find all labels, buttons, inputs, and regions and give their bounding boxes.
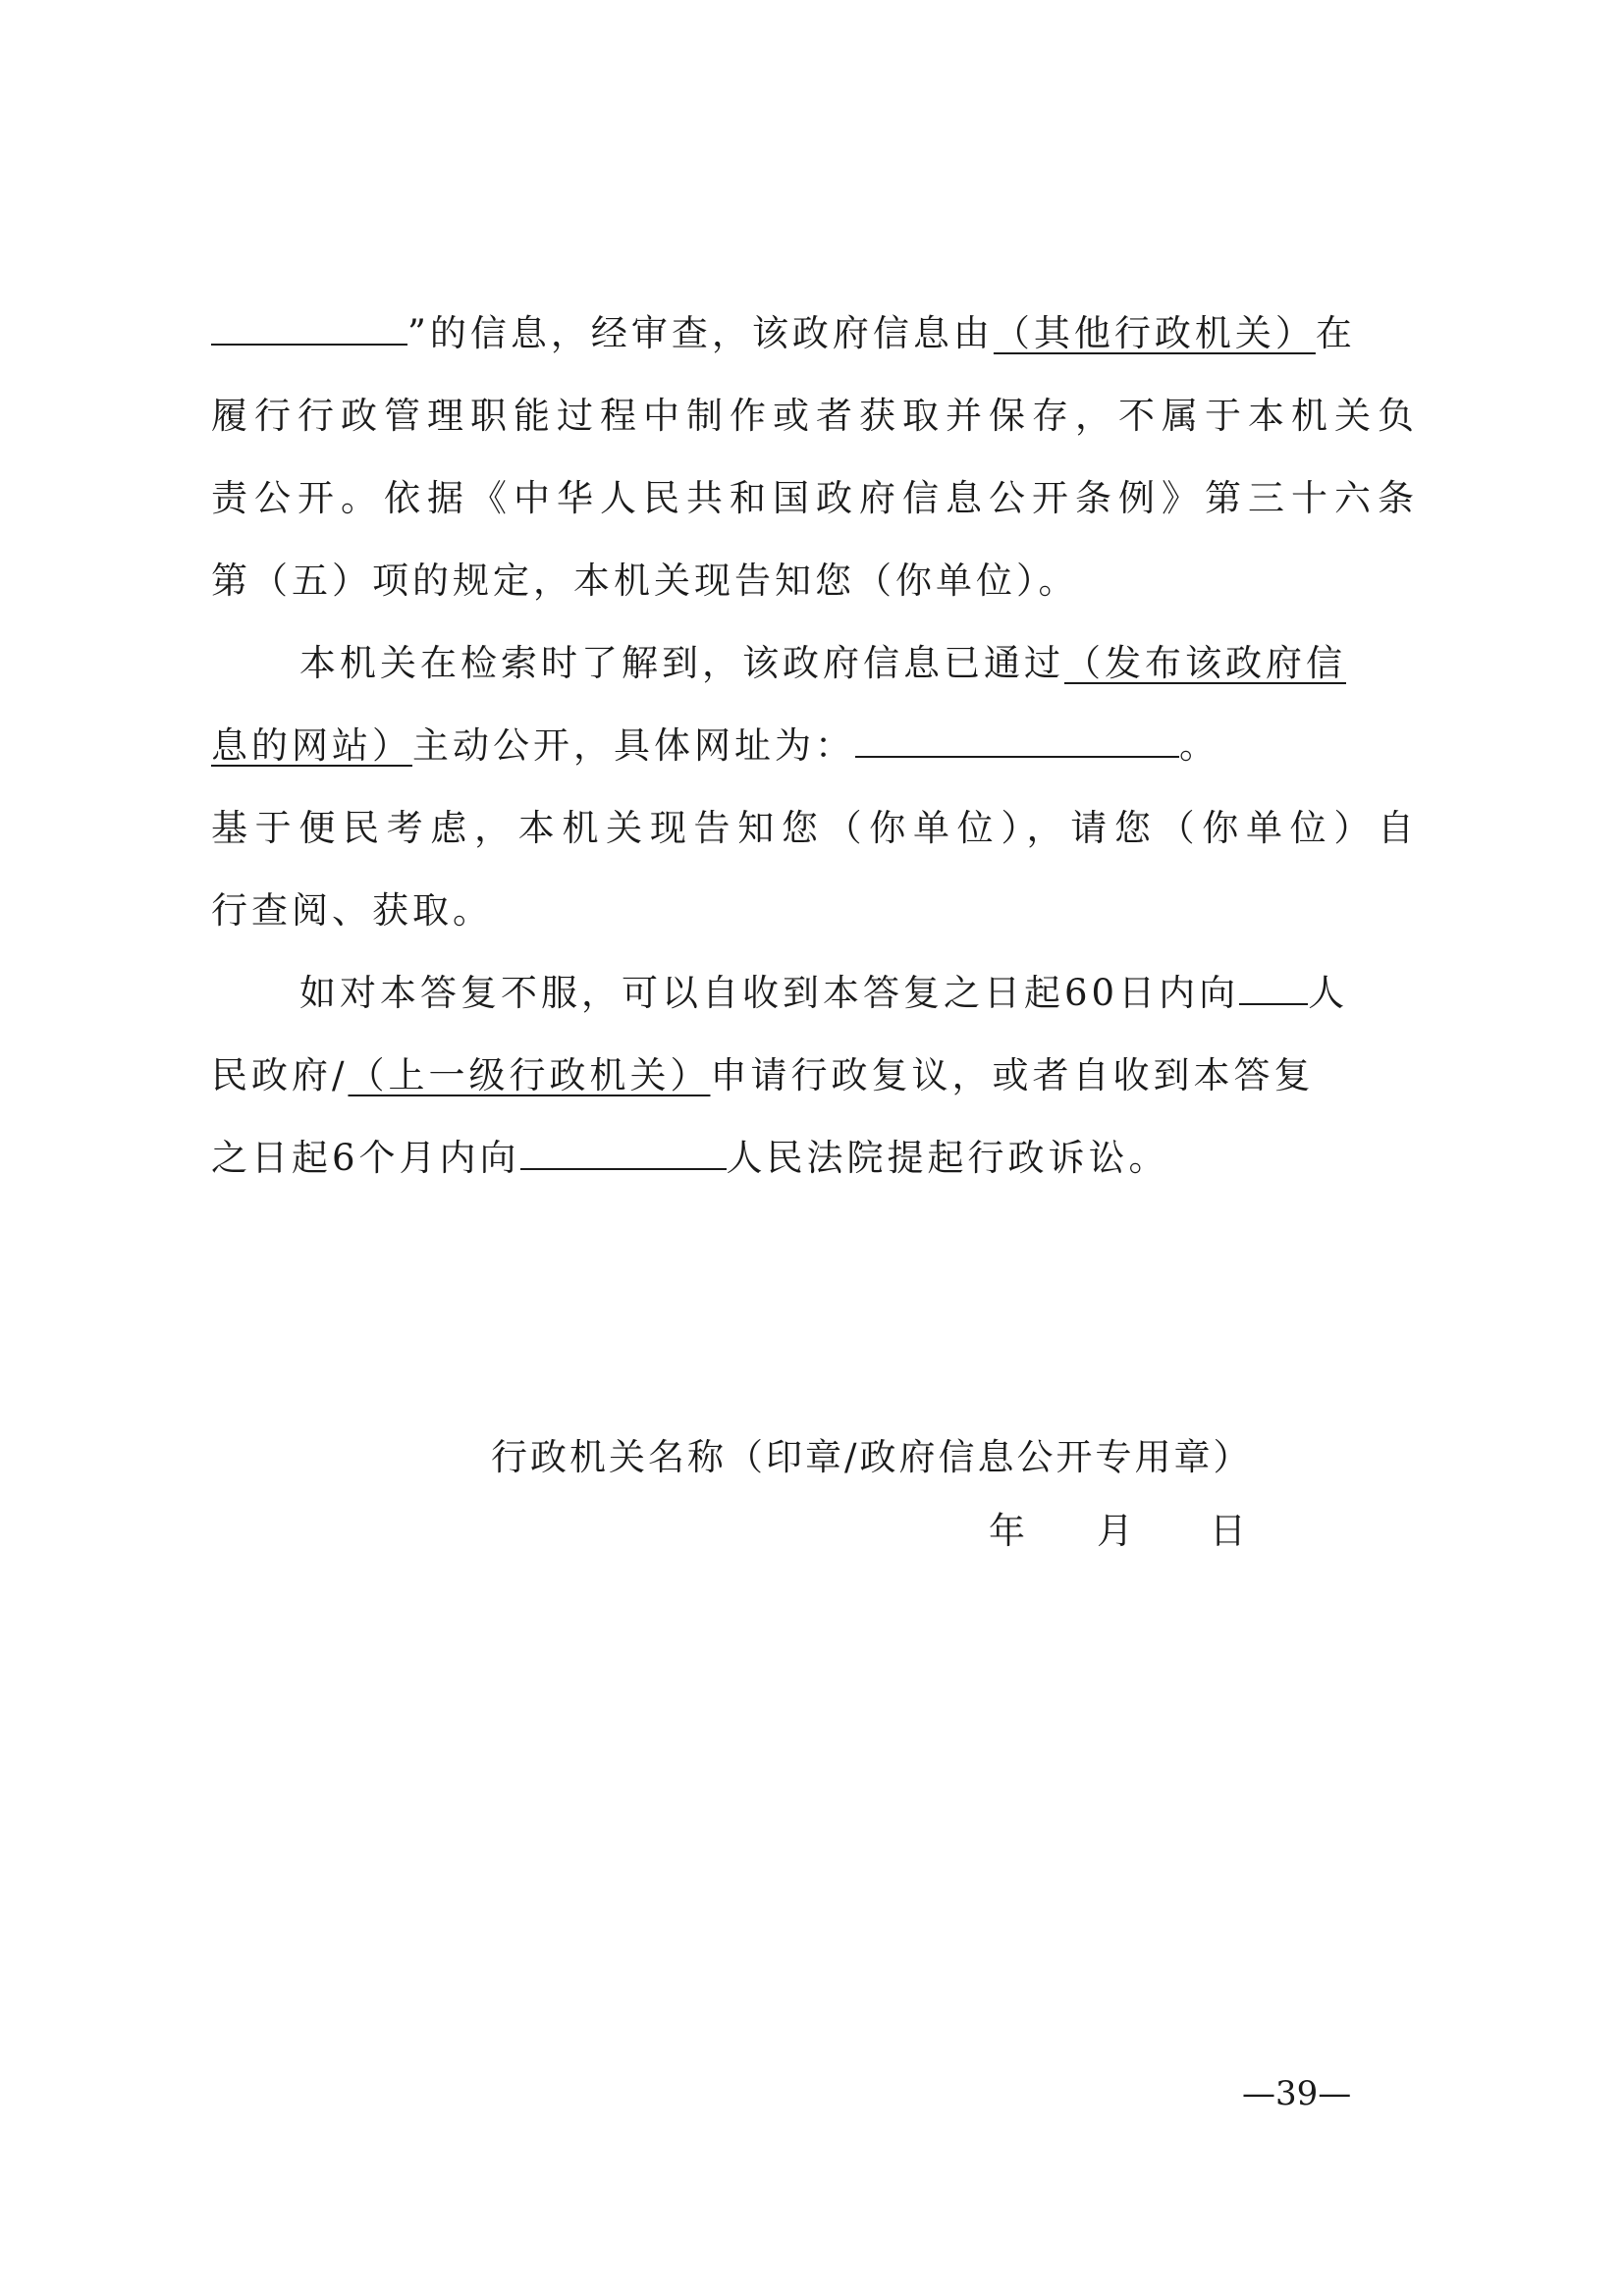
issuing-authority: 行政机关名称（印章/政府信息公开专用章） xyxy=(491,1436,1253,1478)
paragraph-3-line-3 xyxy=(211,1119,1414,1198)
text-segment: 在 xyxy=(1315,312,1356,354)
text-segment: 如对本答复不服，可以自收到本答复之日起60日内向 xyxy=(299,972,1240,1014)
page-number: —39— xyxy=(1242,2074,1352,2113)
text-segment: 申请行政复议，或者自收到本答复 xyxy=(710,1054,1315,1096)
paragraph-1-line-3: 责公开。依据《中华人民共和国政府信息公开条例》第三十六条 xyxy=(211,477,1414,519)
underlined-placeholder: （其他行政机关） xyxy=(993,312,1316,354)
date-day: 日 xyxy=(1210,1510,1246,1552)
paragraph-2-line-2 xyxy=(211,707,1414,785)
paragraph-1-line-2: 履行行政管理职能过程中制作或者获取并保存，不属于本机关负 xyxy=(211,395,1414,437)
court-blank xyxy=(520,1141,727,1170)
text-segment: 主动公开，具体网址为： xyxy=(412,724,855,767)
underlined-placeholder: （上一级行政机关） xyxy=(348,1054,711,1096)
underlined-placeholder: （发布该政府信 xyxy=(1064,642,1346,684)
paragraph-2-line-3: 基于便民考虑，本机关现告知您（你单位），请您（你单位）自 xyxy=(211,807,1414,849)
text-segment: 之日起6个月内向 xyxy=(211,1137,520,1179)
paragraph-1-line-4: 第（五）项的规定，本机关现告知您（你单位）。 xyxy=(211,560,1079,602)
paragraph-3-line-1 xyxy=(299,954,1414,1033)
fill-in-blank xyxy=(1239,976,1308,1005)
paragraph-3-line-2 xyxy=(211,1037,1414,1115)
paragraph-1-line-1 xyxy=(211,294,1414,373)
paragraph-2-line-1 xyxy=(299,624,1414,703)
text-segment: 民政府/ xyxy=(211,1054,349,1096)
date-year: 年 xyxy=(989,1510,1025,1552)
date-month: 月 xyxy=(1097,1510,1133,1552)
url-blank xyxy=(855,728,1179,758)
text-segment: 人 xyxy=(1308,972,1349,1014)
text-segment: 。 xyxy=(1179,724,1219,767)
fill-in-blank xyxy=(211,316,407,346)
text-segment: 本机关在检索时了解到，该政府信息已通过 xyxy=(299,642,1064,684)
text-segment: ”的信息，经审查，该政府信息由 xyxy=(407,312,994,354)
text-segment: 人民法院提起行政诉讼。 xyxy=(726,1137,1169,1179)
paragraph-2-line-4: 行查阅、获取。 xyxy=(211,889,493,932)
underlined-placeholder: 息的网站） xyxy=(211,724,412,767)
